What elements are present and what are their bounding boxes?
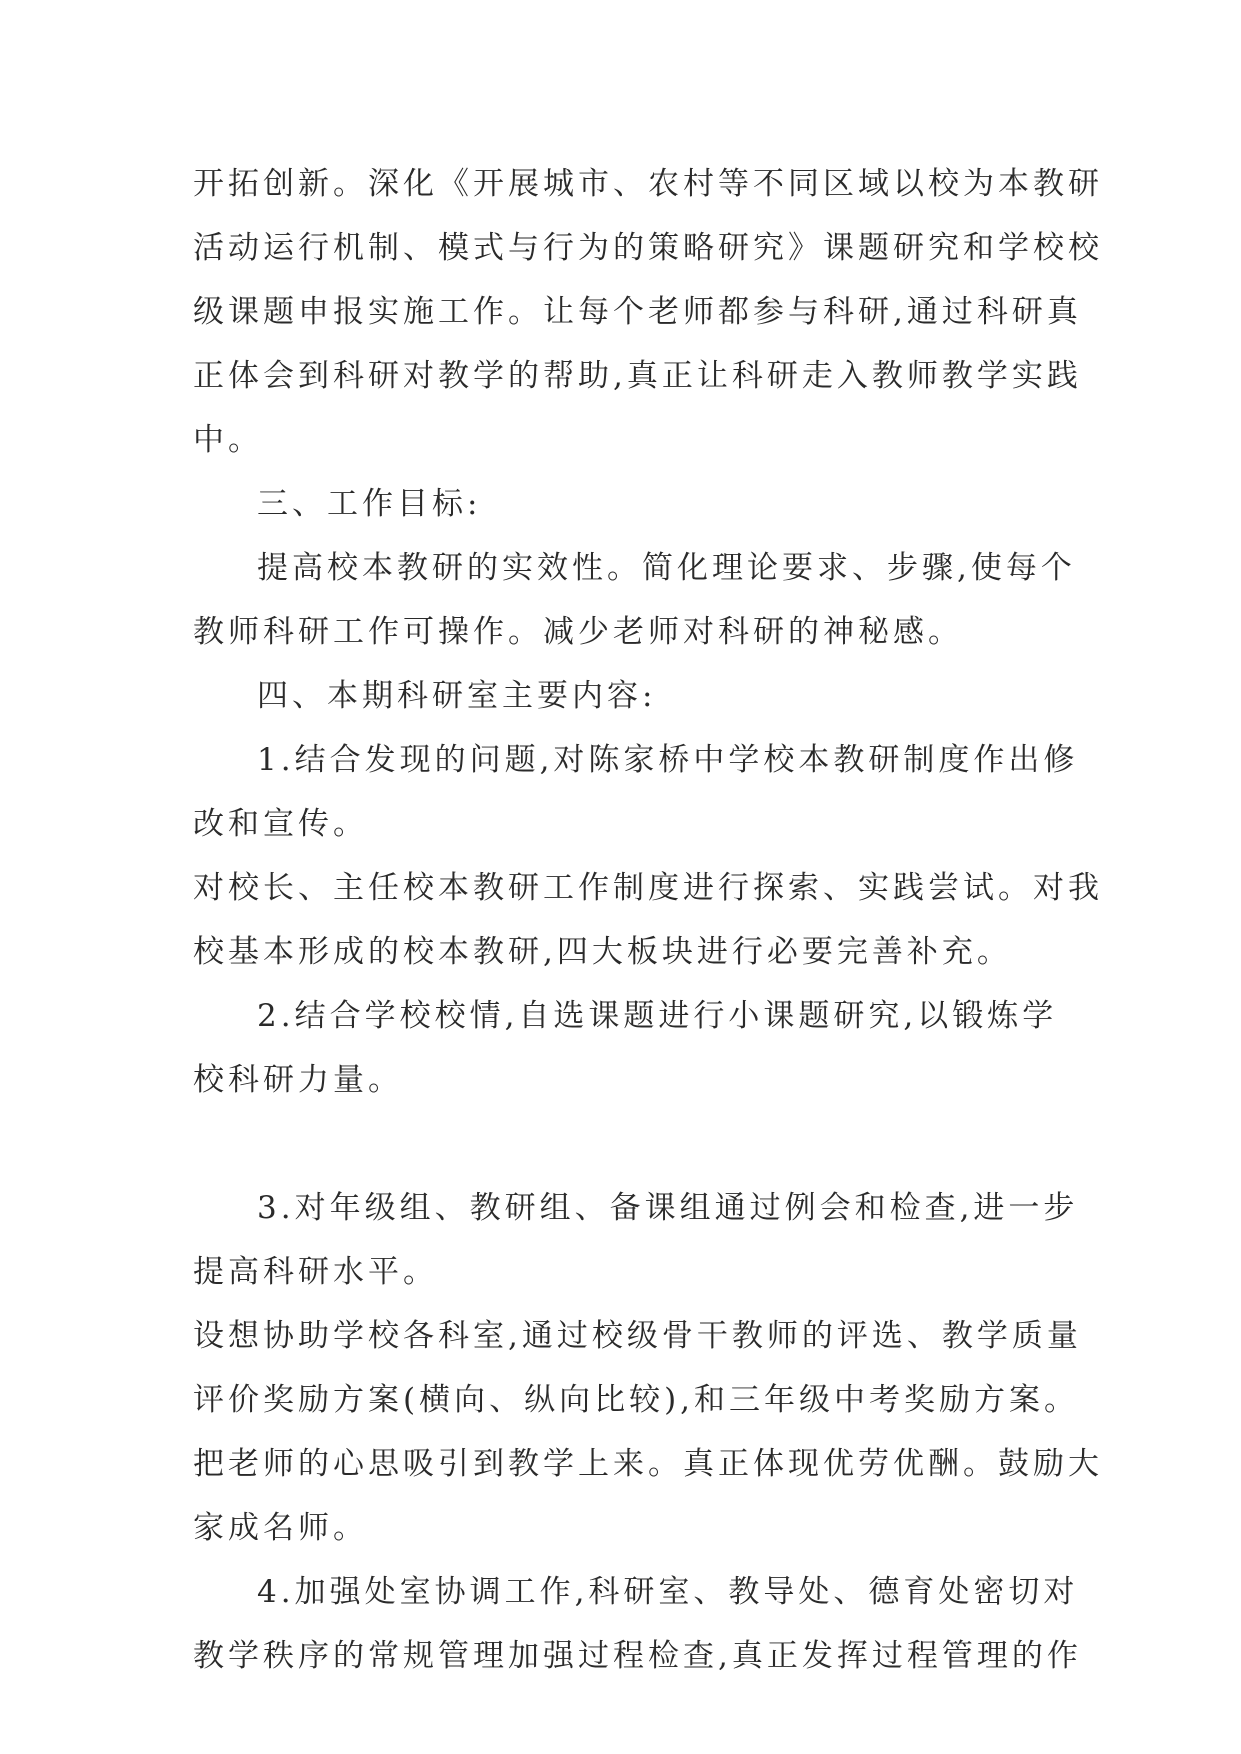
text-line: 开拓创新。深化《开展城市、农村等不同区域以校为本教研 bbox=[193, 166, 1103, 202]
text-line: 改和宣传。 bbox=[193, 806, 368, 842]
text-line: 对校长、主任校本教研工作制度进行探索、实践尝试。对我 bbox=[193, 870, 1103, 906]
text-line: 教学秩序的常规管理加强过程检查,真正发挥过程管理的作 bbox=[193, 1638, 1082, 1674]
text-line: 校基本形成的校本教研,四大板块进行必要完善补充。 bbox=[193, 934, 1012, 970]
text-line: 提高科研水平。 bbox=[193, 1254, 438, 1290]
text-line: 提高校本教研的实效性。简化理论要求、步骤,使每个 bbox=[257, 550, 1076, 586]
section-heading-goals: 三、工作目标: bbox=[257, 486, 482, 522]
text-line: 把老师的心思吸引到教学上来。真正体现优劳优酬。鼓励大 bbox=[193, 1446, 1103, 1482]
list-item-3: 3.对年级组、教研组、备课组通过例会和检查,进一步 bbox=[257, 1190, 1079, 1226]
list-item-4: 4.加强处室协调工作,科研室、教导处、德育处密切对 bbox=[257, 1574, 1079, 1610]
blank-line bbox=[193, 1112, 1053, 1176]
text-line: 校科研力量。 bbox=[193, 1062, 403, 1098]
text-line: 教师科研工作可操作。减少老师对科研的神秘感。 bbox=[193, 614, 963, 650]
text-line: 家成名师。 bbox=[193, 1510, 368, 1546]
text-line: 级课题申报实施工作。让每个老师都参与科研,通过科研真 bbox=[193, 294, 1082, 330]
text-line: 正体会到科研对教学的帮助,真正让科研走入教师教学实践 bbox=[193, 358, 1082, 394]
list-item-1: 1.结合发现的问题,对陈家桥中学校本教研制度作出修 bbox=[257, 742, 1079, 778]
text-line: 活动运行机制、模式与行为的策略研究》课题研究和学校校 bbox=[193, 230, 1103, 266]
list-item-2: 2.结合学校校情,自选课题进行小课题研究,以锻炼学 bbox=[257, 998, 1058, 1034]
document-body bbox=[193, 152, 1103, 1688]
section-heading-contents: 四、本期科研室主要内容: bbox=[257, 678, 657, 714]
text-line: 中。 bbox=[193, 422, 263, 458]
text-line: 评价奖励方案(横向、纵向比较),和三年级中考奖励方案。 bbox=[193, 1382, 1080, 1418]
text-line: 设想协助学校各科室,通过校级骨干教师的评选、教学质量 bbox=[193, 1318, 1082, 1354]
